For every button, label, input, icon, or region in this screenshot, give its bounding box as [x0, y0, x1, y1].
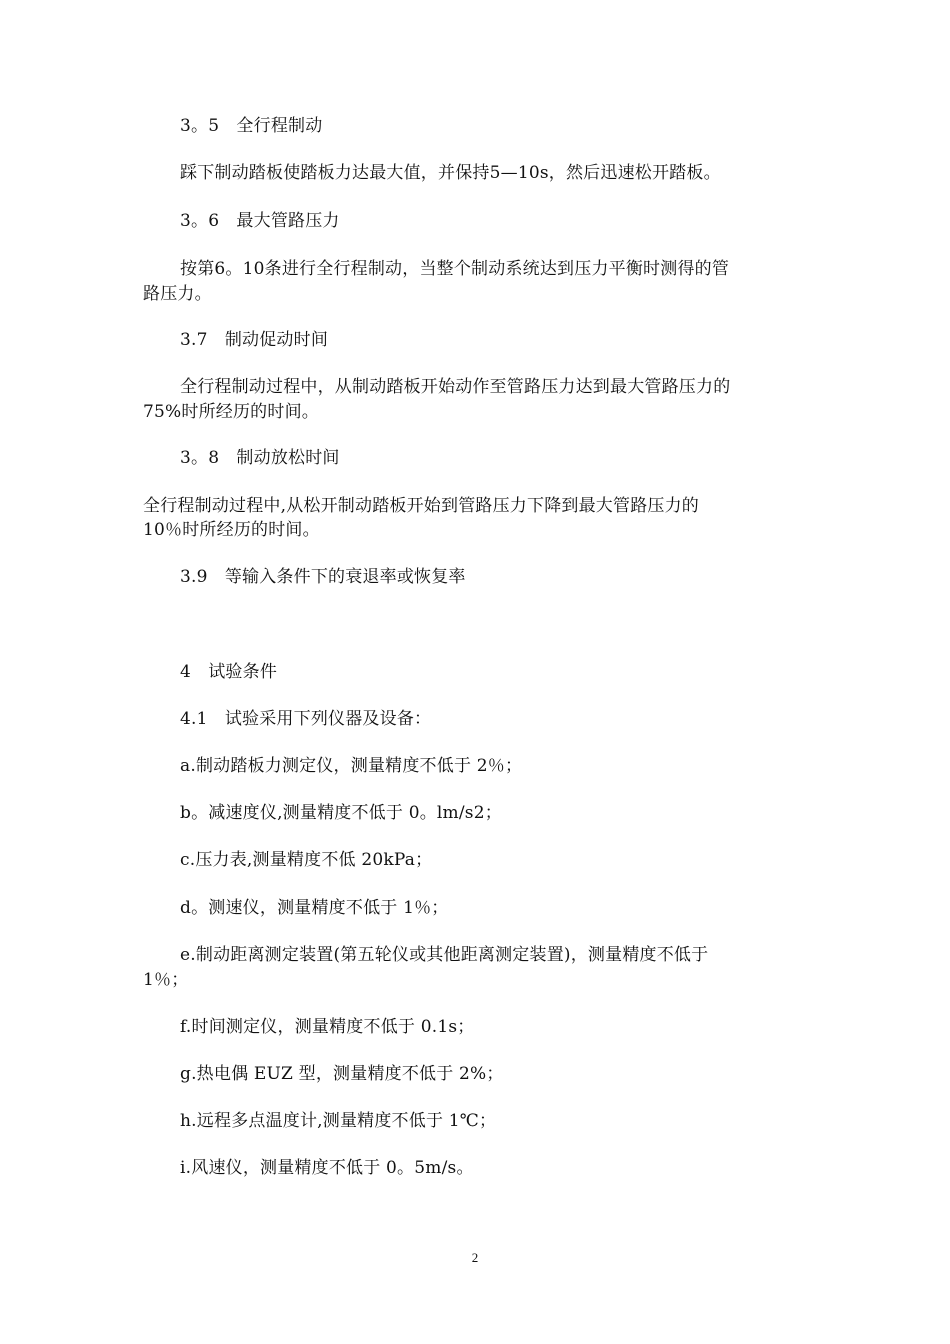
list-item-i: i.风速仪，测量精度不低于 0。5m/s。 [180, 1158, 474, 1178]
section-heading-3-8: 3。8 制动放松时间 [180, 448, 340, 468]
section-heading-4: 4 试验条件 [180, 662, 278, 682]
list-item-b: b。减速度仪,测量精度不低于 0。lm/s2； [180, 803, 502, 823]
paragraph-line: 路压力。 [143, 284, 212, 304]
section-heading-3-6: 3。6 最大管路压力 [180, 211, 340, 231]
paragraph-line: 全行程制动过程中，从制动踏板开始动作至管路压力达到最大管路压力的 [180, 377, 731, 397]
paragraph-line: 踩下制动踏板使踏板力达最大值，并保持5—10s，然后迅速松开踏板。 [180, 163, 721, 183]
section-heading-3-5: 3。5 全行程制动 [180, 116, 323, 136]
section-heading-3-9: 3.9 等输入条件下的衰退率或恢复率 [180, 567, 466, 587]
paragraph-line: 全行程制动过程中,从松开制动踏板开始到管路压力下降到最大管路压力的 [143, 496, 700, 516]
list-item-e-continued: 1％； [143, 970, 189, 990]
list-item-a: a.制动踏板力测定仪，测量精度不低于 2％； [180, 756, 523, 776]
list-item-h: h.远程多点温度计,测量精度不低于 1℃； [180, 1111, 497, 1131]
list-item-f: f.时间测定仪，测量精度不低于 0.1s； [180, 1017, 475, 1037]
list-item-g: g.热电偶 EUZ 型，测量精度不低于 2%； [180, 1064, 504, 1084]
list-item-c: c.压力表,测量精度不低 20kPa； [180, 850, 433, 870]
section-heading-4-1: 4.1 试验采用下列仪器及设备： [180, 709, 432, 729]
page-number: 2 [471, 1250, 479, 1265]
list-item-e: e.制动距离测定装置(第五轮仪或其他距离测定装置)，测量精度不低于 [180, 945, 709, 965]
list-item-d: d。测速仪，测量精度不低于 1％； [180, 898, 449, 918]
paragraph-line: 75%时所经历的时间。 [143, 402, 319, 422]
section-heading-3-7: 3.7 制动促动时间 [180, 330, 329, 350]
paragraph-line: 10％时所经历的时间。 [143, 520, 320, 540]
paragraph-line: 按第6。10条进行全行程制动，当整个制动系统达到压力平衡时测得的管 [180, 259, 730, 279]
